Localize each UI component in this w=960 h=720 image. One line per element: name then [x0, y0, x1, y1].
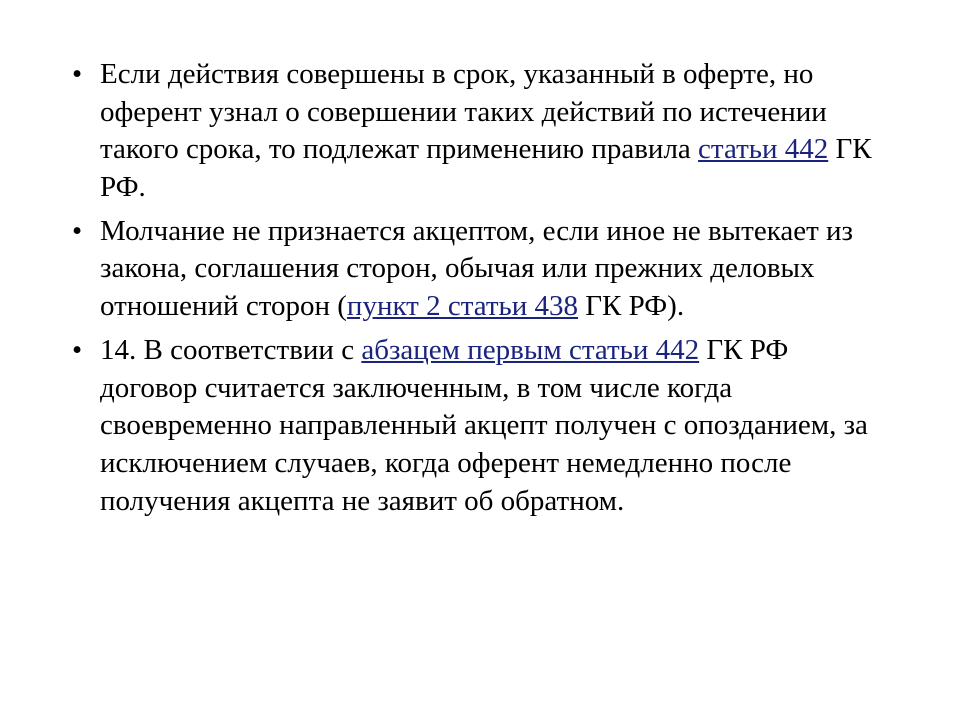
bullet-icon: • — [72, 58, 83, 90]
paragraph-text: ГК РФ. — [100, 133, 872, 204]
bullet-icon: • — [72, 333, 83, 366]
list-item — [60, 213, 888, 326]
bullet-icon: • — [72, 214, 83, 247]
list-item — [60, 56, 888, 207]
list-item-text — [100, 213, 888, 326]
paragraph-text: 14. В соответствии с — [100, 333, 362, 366]
paragraph-text: ГК РФ договор считается заключенным, в том числе когда своевременно направленный акцепт получен с опозданием, за исключением случаев, когда оферент немедленно после получения акцепта не заявит об обратном. — [100, 333, 868, 517]
legal-reference-link[interactable]: пункт 2 статьи 438 — [346, 290, 579, 323]
paragraph-text: ГК РФ). — [578, 290, 685, 323]
list-item-text — [100, 56, 888, 207]
paragraph-text: Если действия совершены в срок, указанный в оферте, но оферент узнал о совершении таких действий по истечении такого срока, то подлежат применению правила — [100, 58, 827, 166]
list-item-text — [100, 332, 888, 520]
bullet-list — [60, 56, 888, 520]
legal-reference-link[interactable]: абзацем первым статьи 442 — [361, 333, 700, 366]
list-item — [60, 332, 888, 520]
paragraph-text: Молчание не признается акцептом, если иное не вытекает из закона, соглашения сторон, обычая или прежних деловых отношений сторон ( — [100, 214, 853, 323]
legal-reference-link[interactable]: статьи 442 — [698, 133, 829, 166]
